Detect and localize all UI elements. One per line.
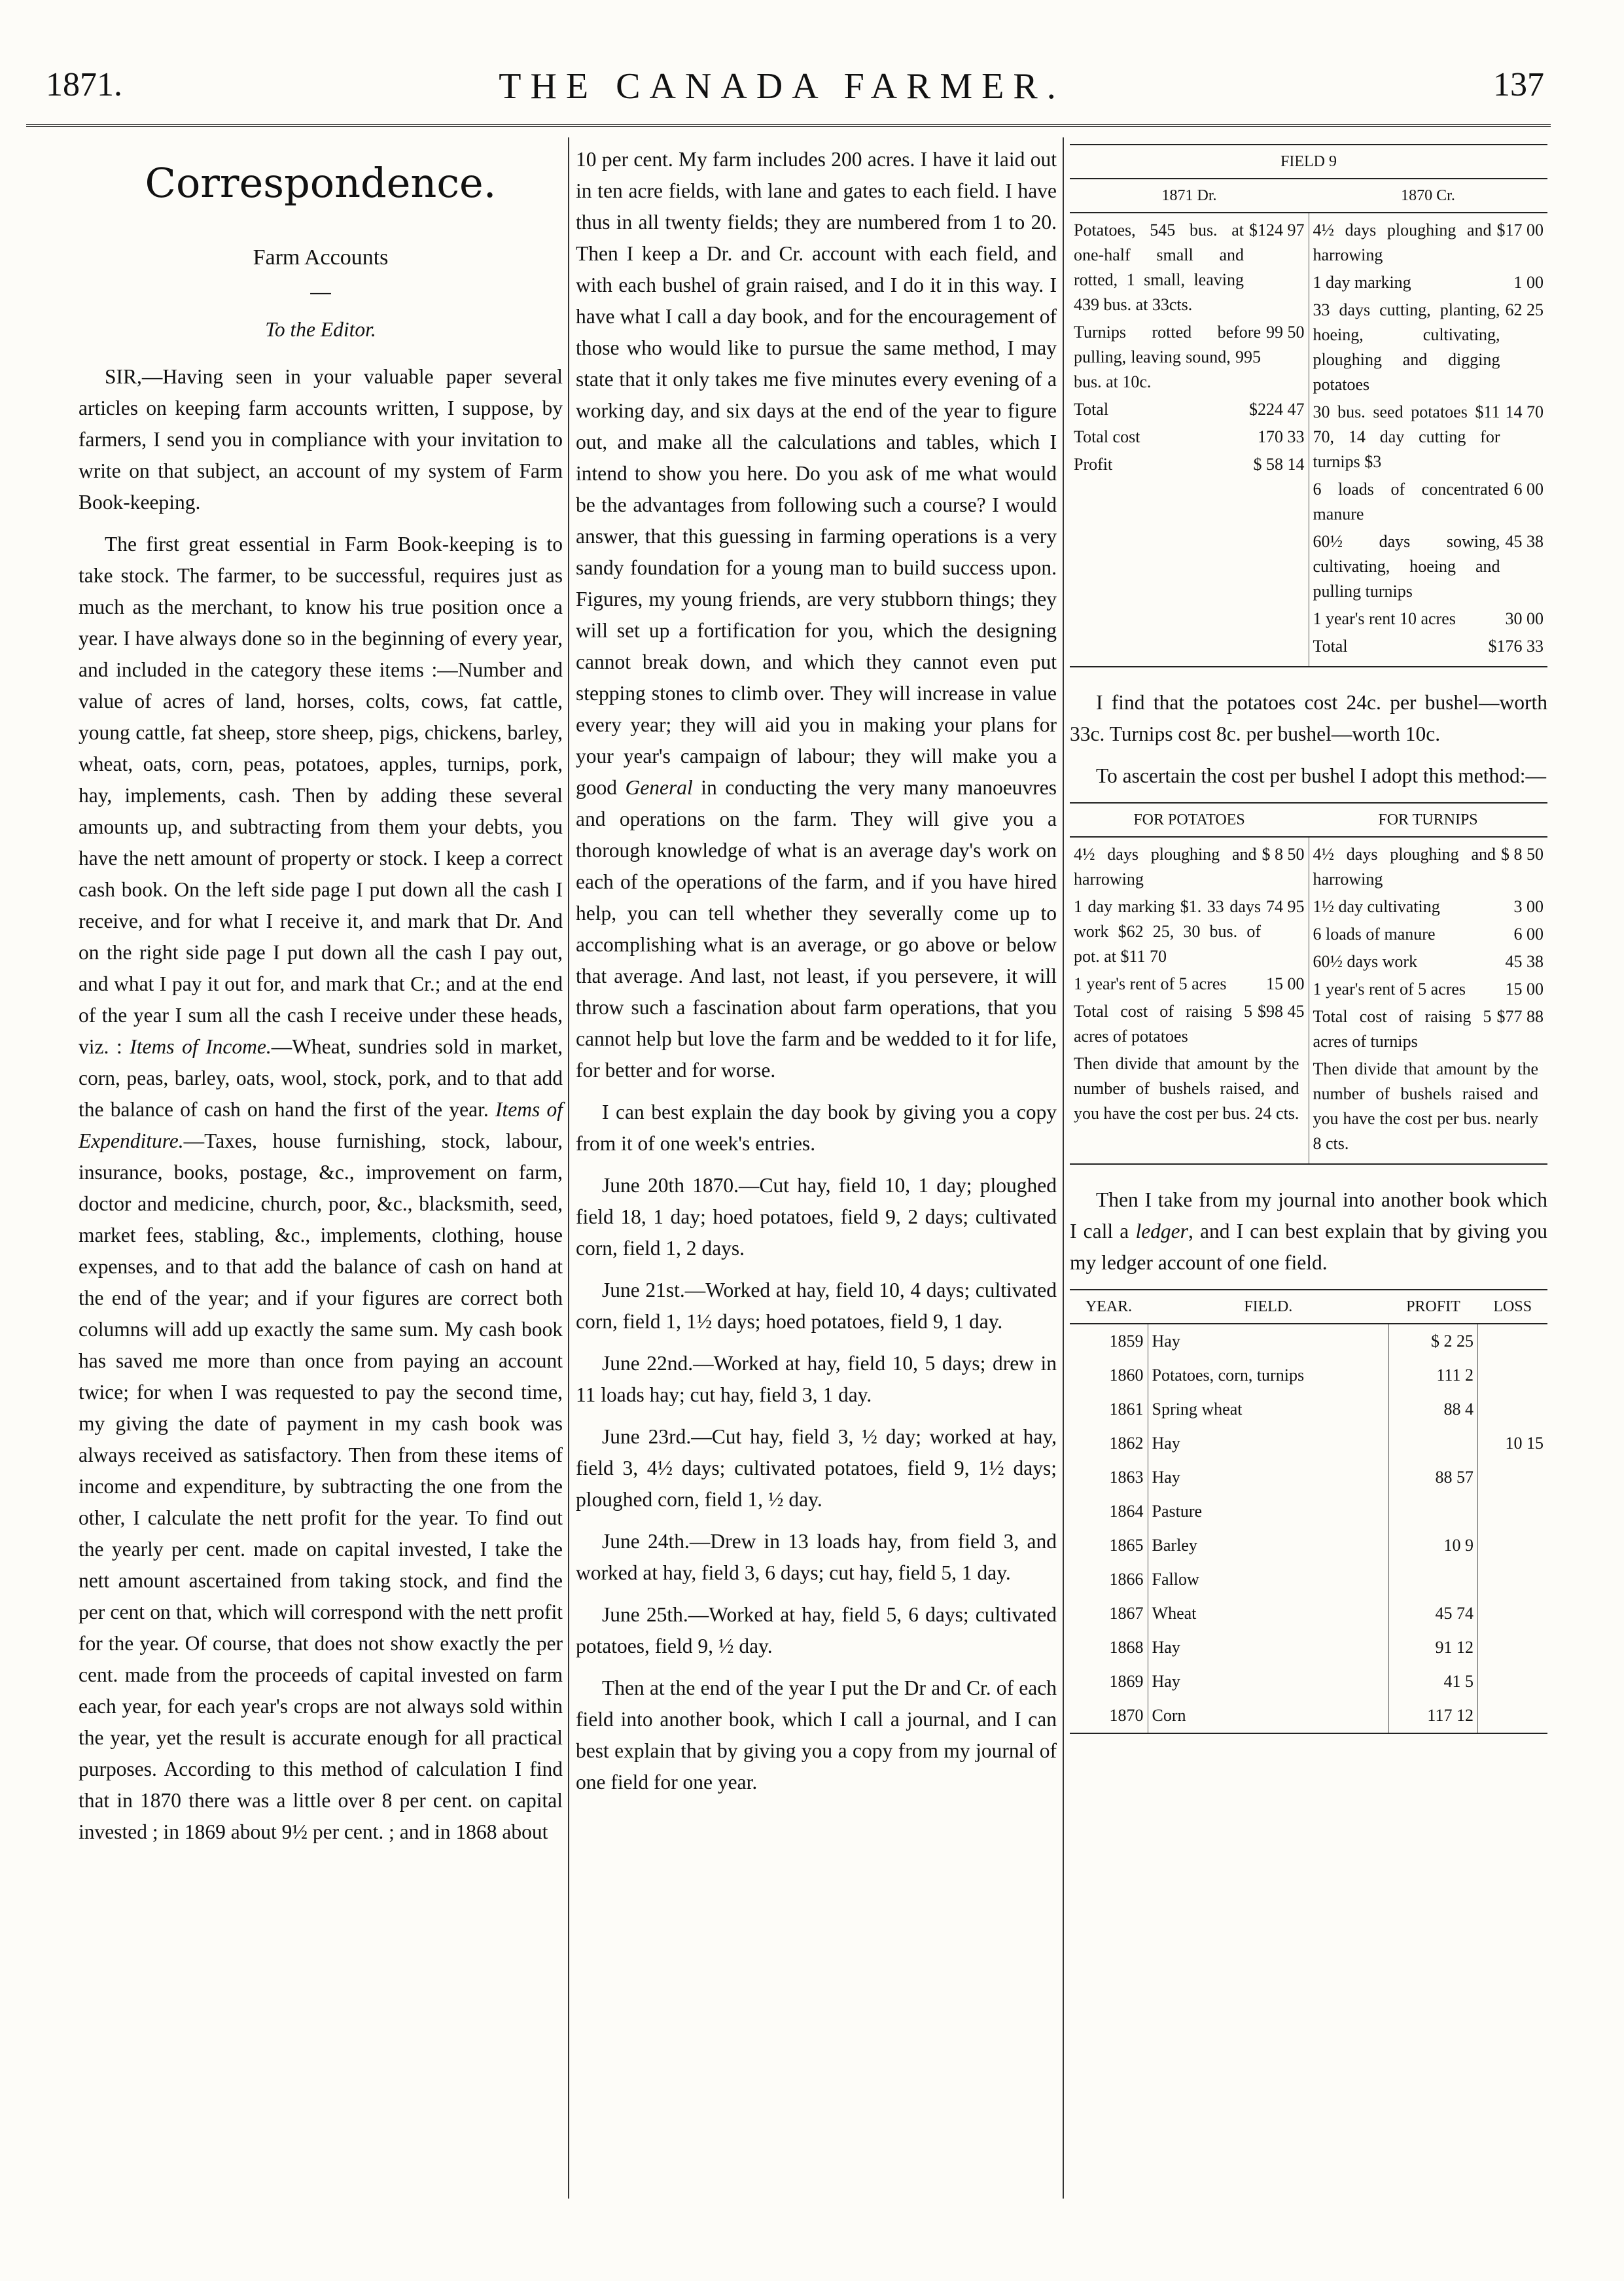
turnips-cost-entry: 6 loads of manure 6 00: [1313, 925, 1544, 944]
potatoes-column: [1070, 837, 1309, 1164]
paragraph: The first great essential in Farm Book-keeping is to take stock. The farmer, to be successful, requires just as much as the merchant, to know his true position once a year. I have always done so in the beginning of every year, and included in the category these items :—Number and value of acres of land, horses, colts, cows, fat cattle, young cattle, fat sheep, store sheep, pigs, chickens, barley, wheat, oats, corn, peas, potatoes, apples, turnips, pork, hay, implements, cash. Then by adding these several amounts up, and subtracting from them your debts, you have the nett amount of property or stock. I keep a correct cash book. On the left side page I put down all the cash I receive, and for what I receive it, and mark that Dr. And on the right side page I put down all the cash I pay out, and what I pay it out for, and mark that Cr.; and at the end of the year I sum all the cash I receive under these heads, viz. : Items of Income.—Wheat, sundries sold in market, corn, peas, barley, oats, wool, stock, pork, and to that add the balance of cash on hand the first of the year. Items of Expenditure.—Taxes, house furnishing, stock, labour, insurance, books, postage, &c., improvement on farm, doctor and medicine, church, poor, &c., blacksmith, seed, market fees, stabling, &c., implements, clothing, house expenses, and to that add the balance of cash on hand at the end of the year; and if your figures are correct both columns will add up exactly the same sum. My cash book has saved me more than once from paying an account twice; for when I was requested to pay the second time, my giving the date of payment in my cash book was always received as satisfactory. Then from these items of income and expenditure, by subtracting the one from the other, I calculate the nett profit for the year. To find out the yearly per cent. made on capital invested, I take the nett amount ascertained from taking stock, and find the per cent on that, which will correspond with the nett profit for the year. Of course, that does not show exactly the per cent. made from the proceeds of capital invested on farm each year, for each year's crops are not always sold within the year, yet the result is accurate enough for all practical purposes. According to this method of calculation I find that in 1870 there was a little over 8 per cent. on capital invested ; in 1869 about 9½ per cent. ; and in 1868 about: [79, 533, 563, 1843]
ledger-cell: 10 15: [1505, 1434, 1544, 1453]
ledger-cell: [1388, 1426, 1477, 1460]
paragraph: Then I take from my journal into another book which I call a ledger, and I can best explain that by giving you my ledger account of one field.: [1070, 1188, 1547, 1274]
cr-entry: 1 year's rent 10 acres 30 00: [1313, 609, 1544, 628]
turnips-cost-entry: 1½ day cultivating 3 00: [1313, 897, 1544, 916]
ledger-cell: Pasture: [1148, 1494, 1388, 1529]
ledger-row: [1070, 1563, 1547, 1597]
ledger-row: [1070, 1426, 1547, 1460]
ledger-cell: 1864: [1070, 1494, 1148, 1529]
ledger-cell: 1862: [1070, 1426, 1148, 1460]
paragraph: Then at the end of the year I put the Dr and Cr. of each field into another book, which I call a journal, and I can best explain that by giving you a copy from my journal of one field for one year.: [576, 1676, 1057, 1794]
ledger-cell: [1477, 1324, 1547, 1358]
field-table-title: FIELD 9: [1070, 145, 1547, 179]
ledger-row: [1070, 1358, 1547, 1392]
ledger-cell: [1477, 1358, 1547, 1392]
cost-per-bushel-table: [1070, 802, 1547, 1165]
ledger-cell: 1866: [1070, 1563, 1148, 1597]
ledger-cell: Corn: [1148, 1699, 1388, 1733]
ledger-column-header: PROFIT: [1388, 1290, 1477, 1324]
ledger-row: [1070, 1631, 1547, 1665]
ledger-row: [1070, 1460, 1547, 1494]
ledger-cell: 1863: [1070, 1460, 1148, 1494]
ledger-cell: [1477, 1597, 1547, 1631]
title-dash: —: [310, 280, 331, 303]
day-entry: June 25th.—Worked at hay, field 5, 6 days; cultivated potatoes, field 9, ½ day.: [576, 1603, 1057, 1657]
ledger-row: [1070, 1494, 1547, 1529]
dr-entry: Total $224 47: [1074, 400, 1305, 419]
section-heading: Correspondence.: [145, 159, 497, 207]
turnips-cost-entry: 60½ days work 45 38: [1313, 952, 1544, 971]
potatoes-cost-entry: 4½ days ploughing and harrowing $ 8 50: [1074, 845, 1305, 889]
ledger-table: [1070, 1289, 1547, 1734]
ledger-row: [1070, 1392, 1547, 1426]
column-divider: [1063, 137, 1064, 2199]
ledger-cell: 45 74: [1388, 1597, 1477, 1631]
ledger-column-header: YEAR.: [1070, 1290, 1148, 1324]
cr-entry: 1 day marking 1 00: [1313, 273, 1544, 292]
turnips-cost-entry: 4½ days ploughing and harrowing $ 8 50: [1313, 845, 1544, 889]
ledger-cell: 1865: [1070, 1529, 1148, 1563]
day-entry: June 21st.—Worked at hay, field 10, 4 days; cultivated corn, field 1, 1½ days; hoed potatoes, field 9, 1 day.: [576, 1279, 1057, 1333]
ledger-cell: 88 4: [1388, 1392, 1477, 1426]
ledger-cell: 1870: [1070, 1699, 1148, 1733]
day-entry: June 24th.—Drew in 13 loads hay, from field 3, and worked at hay, field 3, 6 days; cut hay, field 5, 1 day.: [576, 1530, 1057, 1584]
ledger-cell: [1477, 1665, 1547, 1699]
ledger-cell: [1477, 1392, 1547, 1426]
dr-entry: Profit $ 58 14: [1074, 455, 1305, 474]
potatoes-cost-entry: 1 day marking $1. 33 days work $62 25, 30 bus. of pot. at $11 70 74 95: [1074, 897, 1305, 966]
turnips-cost-entry: Total cost of raising 5 acres of turnips $77 88: [1313, 1007, 1544, 1051]
cr-entry: 33 days cutting, planting, hoeing, cultivating, ploughing and digging potatoes 62 25: [1313, 300, 1544, 394]
ledger-row: [1070, 1529, 1547, 1563]
turnips-cost-entry: Then divide that amount by the number of bushels raised and you have the cost per bus. nearly 8 cts.: [1313, 1059, 1538, 1153]
ledger-cell: Hay: [1148, 1324, 1388, 1358]
ledger-cell: 91 12: [1388, 1631, 1477, 1665]
cr-entry: 30 bus. seed potatoes $11 70, 14 day cutting for turnips $3 14 70: [1313, 402, 1544, 471]
dr-entry: Turnips rotted before pulling, leaving sound, 995 bus. at 10c. 99 50: [1074, 323, 1305, 391]
ledger-cell: Hay: [1148, 1460, 1388, 1494]
turnips-cost-entry: 1 year's rent of 5 acres 15 00: [1313, 980, 1544, 999]
ledger-cell: 1867: [1070, 1597, 1148, 1631]
page-number: 137: [1493, 66, 1544, 103]
ledger-cell: $ 2 25: [1388, 1324, 1477, 1358]
paragraph: SIR,—Having seen in your valuable paper several articles on keeping farm accounts written, I suppose, by farmers, I send you in compliance with your invitation to write on that subject, an account of my system of Farm Book-keeping.: [79, 365, 563, 514]
ledger-cell: 1869: [1070, 1665, 1148, 1699]
day-entry: June 23rd.—Cut hay, field 3, ½ day; worked at hay, field 3, 4½ days; cultivated potatoes, field 9, 1½ days; ploughed corn, field 1, ½ day.: [576, 1425, 1057, 1511]
column-1: [79, 144, 563, 1858]
paragraph: I can best explain the day book by giving you a copy from it of one week's entries.: [576, 1101, 1057, 1155]
cr-entry: Total $176 33: [1313, 637, 1544, 656]
article-title: Farm Accounts: [253, 245, 389, 270]
cr-header: 1870 Cr.: [1309, 179, 1547, 213]
turnips-column: [1309, 837, 1547, 1164]
potatoes-cost-entry: 1 year's rent of 5 acres 15 00: [1074, 974, 1305, 993]
ledger-row: [1070, 1699, 1547, 1733]
ledger-cell: [1477, 1460, 1547, 1494]
ledger-cell: [1477, 1529, 1547, 1563]
cr-column: [1309, 213, 1547, 667]
cr-entry: 6 loads of concentrated manure 6 00: [1313, 480, 1544, 523]
ledger-column-header: FIELD.: [1148, 1290, 1388, 1324]
column-divider: [568, 137, 569, 2199]
day-entry: June 22nd.—Worked at hay, field 10, 5 days; drew in 11 loads hay; cut hay, field 3, 1 day.: [576, 1352, 1057, 1406]
page-header: [20, 65, 1544, 124]
potatoes-cost-entry: Then divide that amount by the number of bushels raised, and you have the cost per bus. 24 cts.: [1074, 1054, 1299, 1123]
dr-column: [1070, 213, 1309, 667]
turnips-header: FOR TURNIPS: [1309, 803, 1547, 837]
ledger-cell: [1477, 1631, 1547, 1665]
ledger-cell: [1388, 1494, 1477, 1529]
cr-entry: 60½ days sowing, cultivating, hoeing and pulling turnips 45 38: [1313, 532, 1544, 601]
potatoes-cost-entry: Total cost of raising 5 acres of potatoes $98 45: [1074, 1002, 1305, 1046]
ledger-cell: 41 5: [1388, 1665, 1477, 1699]
ledger-cell: Fallow: [1148, 1563, 1388, 1597]
field-account-table: [1070, 144, 1547, 667]
ledger-cell: Wheat: [1148, 1597, 1388, 1631]
day-entry: June 20th 1870.—Cut hay, field 10, 1 day; ploughed field 18, 1 day; hoed potatoes, field 9, 2 days; cultivated corn, field 1, 2 days.: [576, 1174, 1057, 1260]
ledger-cell: 1868: [1070, 1631, 1148, 1665]
ledger-cell: Barley: [1148, 1529, 1388, 1563]
ledger-cell: 88 57: [1388, 1460, 1477, 1494]
cr-entry: 4½ days ploughing and harrowing $17 00: [1313, 221, 1544, 264]
paragraph: To ascertain the cost per bushel I adopt this method:—: [1096, 764, 1547, 787]
ledger-cell: 111 2: [1388, 1358, 1477, 1392]
ledger-cell: 1859: [1070, 1324, 1148, 1358]
ledger-cell: Hay: [1148, 1665, 1388, 1699]
ledger-cell: Hay: [1148, 1426, 1388, 1460]
header-rule: [26, 124, 1551, 127]
column-3: [1070, 144, 1547, 1734]
ledger-cell: Potatoes, corn, turnips: [1148, 1358, 1388, 1392]
ledger-cell: Spring wheat: [1148, 1392, 1388, 1426]
ledger-cell: [1477, 1699, 1547, 1733]
ledger-cell: [1388, 1563, 1477, 1597]
ledger-row: [1070, 1324, 1547, 1358]
ledger-cell: 1861: [1070, 1392, 1148, 1426]
ledger-cell: 117 12: [1388, 1699, 1477, 1733]
ledger-cell: [1477, 1494, 1547, 1529]
dr-entry: Potatoes, 545 bus. at one-half small and rotted, 1 small, leaving 439 bus. at 33cts. $124 97: [1074, 221, 1305, 314]
paragraph: 10 per cent. My farm includes 200 acres. I have it laid out in ten acre fields, with lane and gates to each field. I have thus in all twenty fields; they are numbered from 1 to 20. Then I keep a Dr. and Cr. account with each field, and with each bushel of grain raised, and I do it in this way. I have what I call a day book, and for the encouragement of those who would like to pursue the same method, I may state that it only takes me five minutes every evening of a working day, and six days at the end of the year to figure out, and make all the calculations and tables, which I intend to show you here. Do you ask of me what would be the advantages from following such a course? I would answer, that this guessing in farming operations is a very sandy foundation for a young man to build success upon. Figures, my young friends, are very stubborn things; they will set up a fortification for you, which the designing cannot break down, and which they cannot even put stepping stones to climb over. They will increase in value every year; they will aid you in making your plans for your year's campaign of labour; they will make you a good General in conducting the very many manoeuvres and operations on the farm. They will give you a thorough knowledge of what is an average day's work on each of the operations of the farm, and if you have hired help, you can tell whether they severally come up to accomplishing what is an average, or go above or below that average. And last, not least, if you persevere, it will throw such a fascination about farm operations, that you cannot help but love the farm and be wedded to it for life, for better and for worse.: [576, 148, 1057, 1082]
ledger-cell: Hay: [1148, 1631, 1388, 1665]
column-2: [576, 144, 1057, 1809]
ledger-cell: 10 9: [1388, 1529, 1477, 1563]
ledger-row: [1070, 1665, 1547, 1699]
ledger-column-header: LOSS: [1477, 1290, 1547, 1324]
dedication: To the Editor.: [265, 318, 376, 341]
ledger-cell: [1477, 1563, 1547, 1597]
dr-entry: Total cost 170 33: [1074, 427, 1305, 446]
masthead-title: THE CANADA FARMER.: [499, 66, 1065, 107]
potatoes-header: FOR POTATOES: [1070, 803, 1309, 837]
ledger-row: [1070, 1597, 1547, 1631]
paragraph: I find that the potatoes cost 24c. per bushel—worth 33c. Turnips cost 8c. per bushel—worth 10c.: [1070, 691, 1547, 745]
header-year: 1871.: [46, 66, 122, 103]
ledger-cell: 1860: [1070, 1358, 1148, 1392]
dr-header: 1871 Dr.: [1070, 179, 1309, 213]
